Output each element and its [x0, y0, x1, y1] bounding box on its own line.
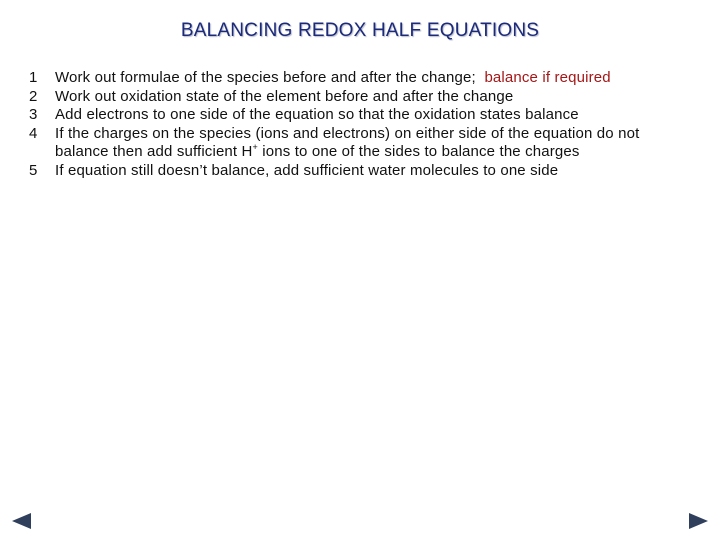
step-text: Work out oxidation state of the element before and after the change: [55, 87, 514, 105]
step-text-before: If the charges on the species (ions and electrons) on either side of the equation do not balance then add sufficient H: [55, 124, 640, 160]
list-item: [29, 88, 689, 107]
list-item: [29, 106, 689, 125]
step-number: 3: [29, 106, 38, 123]
step-highlight: balance if required: [484, 69, 611, 86]
step-text: Add electrons to one side of the equation so that the oxidation states balance: [55, 106, 579, 123]
step-text: [55, 125, 689, 162]
step-number: 5: [29, 161, 38, 179]
step-number: 2: [29, 87, 38, 105]
list-item: [29, 125, 689, 162]
step-text-main: Work out formulae of the species before and after the change;: [55, 69, 476, 86]
next-slide-button[interactable]: [689, 513, 708, 529]
list-item: [29, 162, 689, 181]
steps-list: [29, 69, 689, 180]
page-title: BALANCING REDOX HALF EQUATIONS: [180, 20, 540, 41]
step-number: 4: [29, 124, 38, 142]
step-text: If equation still doesn’t balance, add sufficient water molecules to one side: [55, 161, 559, 179]
previous-slide-button[interactable]: [12, 513, 31, 529]
step-number: 1: [29, 69, 38, 86]
step-text-after: ions to one of the sides to balance the charges: [257, 143, 580, 160]
superscript-plus: +: [252, 142, 258, 152]
step-text: [55, 69, 689, 88]
list-item: [29, 69, 689, 88]
